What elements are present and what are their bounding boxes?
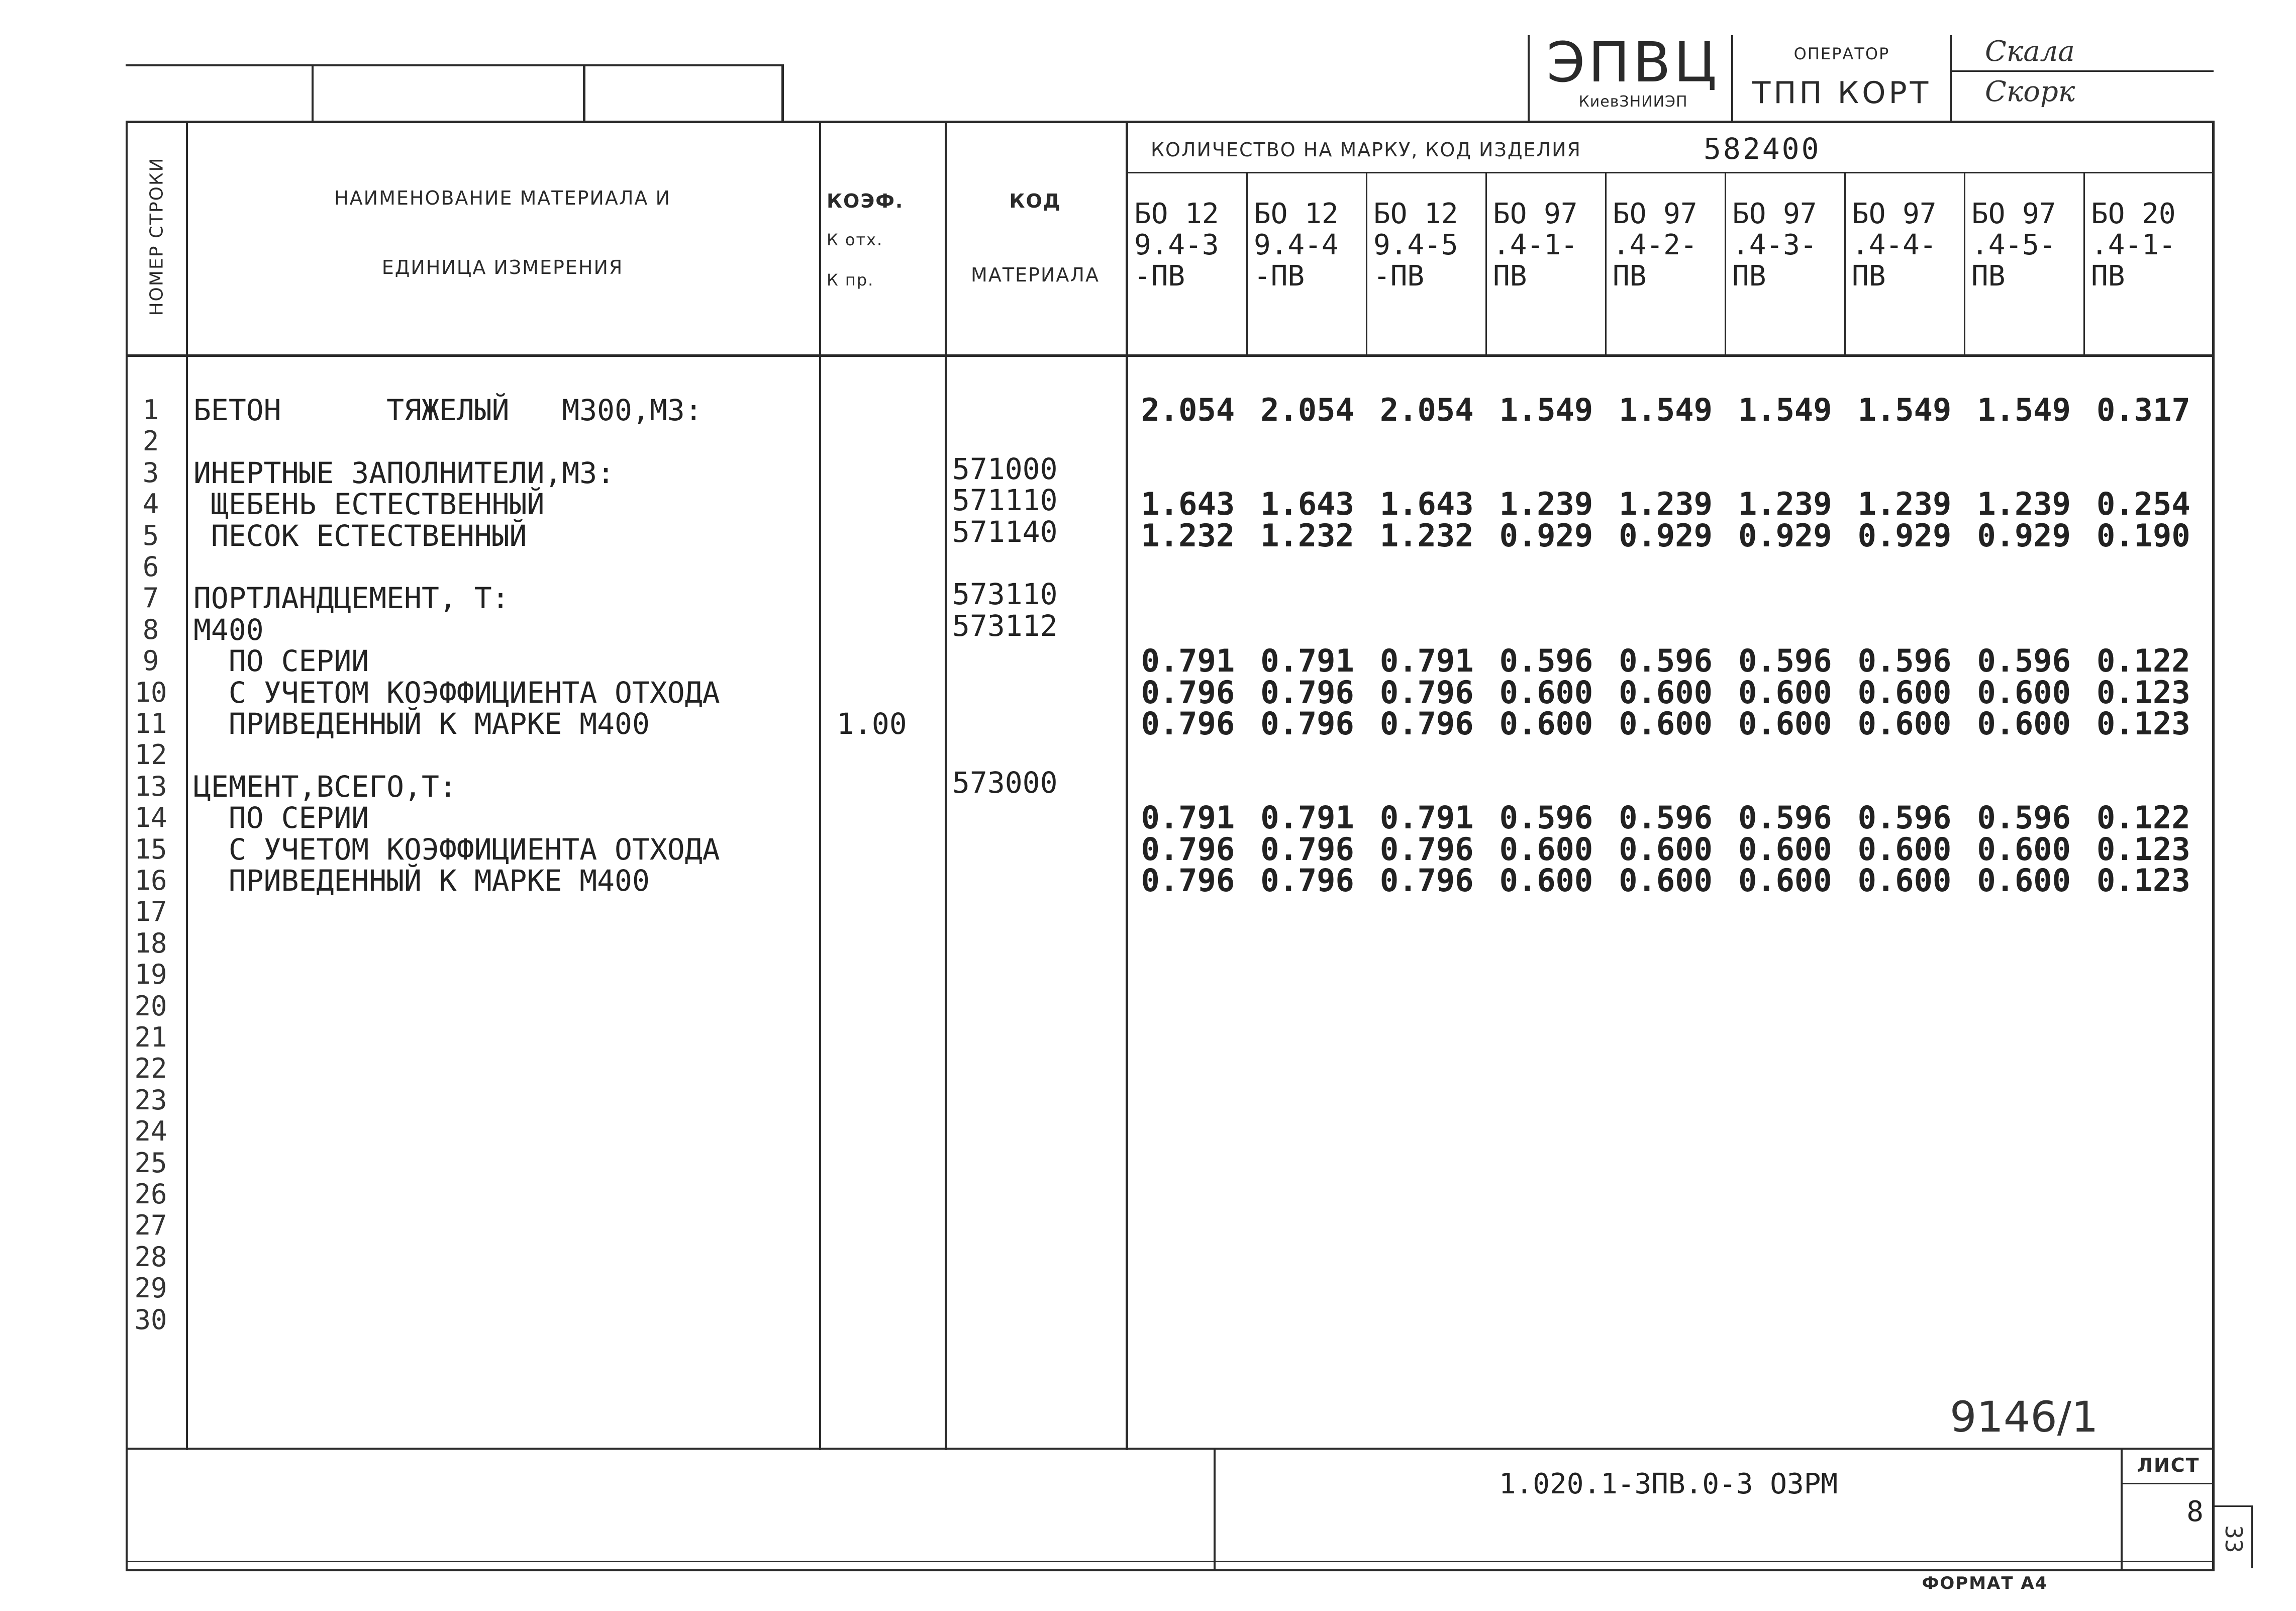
value-cell: 0.596 bbox=[1499, 642, 1593, 680]
value-cell: 0.596 bbox=[1977, 799, 2071, 836]
product-column-header: БО 12 9.4-5 -ПВ bbox=[1373, 198, 1458, 293]
document-code: 1.020.1-3ПВ.0-3 ОЗРМ bbox=[1499, 1468, 1838, 1500]
value-cell: 1.549 bbox=[1499, 392, 1593, 428]
material-code: 571110 bbox=[952, 483, 1058, 518]
row-number: 6 bbox=[142, 551, 159, 583]
row-number: 4 bbox=[142, 488, 159, 520]
value-cell: 0.123 bbox=[2097, 862, 2190, 899]
row-number: 27 bbox=[134, 1209, 167, 1242]
value-cell: 1.232 bbox=[1260, 517, 1354, 554]
value-cell: 0.600 bbox=[1499, 862, 1593, 899]
row-number: 3 bbox=[142, 456, 159, 489]
value-row bbox=[1128, 642, 2204, 680]
value-cell: 0.929 bbox=[1857, 517, 1952, 554]
material-code: 571000 bbox=[952, 451, 1058, 486]
value-cell: 0.796 bbox=[1141, 705, 1235, 742]
value-cell: 0.600 bbox=[1738, 830, 1832, 868]
value-cell: 0.600 bbox=[1977, 862, 2071, 899]
value-cell: 0.596 bbox=[1857, 799, 1952, 836]
value-cell: 0.796 bbox=[1260, 674, 1354, 711]
value-cell: 1.549 bbox=[1857, 392, 1952, 428]
value-row bbox=[1128, 705, 2204, 742]
value-row bbox=[1128, 862, 2204, 899]
stamp-org-sub: КиевЗНИИЭП bbox=[1578, 93, 1688, 111]
header-material-line2: ЕДИНИЦА ИЗМЕРЕНИЯ bbox=[381, 256, 624, 278]
row-number: 19 bbox=[134, 959, 167, 991]
value-cell: 1.643 bbox=[1260, 486, 1354, 523]
row-number: 29 bbox=[134, 1272, 167, 1304]
value-cell: 0.600 bbox=[1857, 705, 1952, 742]
value-cell: 0.317 bbox=[2097, 392, 2190, 428]
header-code-line2: МАТЕРИАЛА bbox=[971, 264, 1100, 286]
value-cell: 0.596 bbox=[1619, 642, 1713, 680]
value-cell: 0.190 bbox=[2097, 517, 2190, 554]
value-cell: 0.600 bbox=[1499, 705, 1593, 742]
product-column-header: БО 97 .4-2- ПВ bbox=[1613, 198, 1698, 293]
row-number: 21 bbox=[134, 1021, 167, 1053]
material-name: ПЕСОК ЕСТЕСТВЕННЫЙ bbox=[193, 518, 527, 553]
product-column-header: БО 97 .4-1- ПВ bbox=[1493, 198, 1578, 293]
value-cell: 0.791 bbox=[1141, 799, 1235, 836]
material-name: БЕТОН ТЯЖЕЛЫЙ М300,М3: bbox=[193, 393, 703, 427]
header-material-line1: НАИМЕНОВАНИЕ МАТЕРИАЛА И bbox=[334, 187, 671, 209]
material-name: ЩЕБЕНЬ ЕСТЕСТВЕННЫЙ bbox=[193, 487, 545, 522]
value-cell: 0.122 bbox=[2097, 799, 2190, 836]
header-coef-line2: К отх. bbox=[827, 230, 883, 249]
value-row bbox=[1128, 799, 2204, 836]
material-name: ПОРТЛАНДЦЕМЕНТ, Т: bbox=[193, 581, 510, 616]
value-cell: 1.643 bbox=[1379, 486, 1474, 523]
header-code-line1: КОД bbox=[1009, 190, 1061, 212]
value-cell: 0.600 bbox=[1857, 674, 1952, 711]
value-cell: 0.600 bbox=[1977, 830, 2071, 868]
value-cell: 0.123 bbox=[2097, 830, 2190, 868]
stamp-signature-bottom: Скорк bbox=[1985, 75, 2075, 108]
stamp-operator-label: ОПЕРАТОР bbox=[1793, 44, 1890, 63]
header-quantity-title: КОЛИЧЕСТВО НА МАРКУ, КОД ИЗДЕЛИЯ bbox=[1151, 139, 1581, 161]
value-cell: 0.796 bbox=[1141, 862, 1235, 899]
material-name: ИНЕРТНЫЕ ЗАПОЛНИТЕЛИ,М3: bbox=[193, 455, 615, 490]
value-cell: 0.600 bbox=[1619, 674, 1713, 711]
row-number: 25 bbox=[134, 1147, 167, 1179]
product-column-header: БО 97 .4-3- ПВ bbox=[1732, 198, 1817, 293]
row-number: 13 bbox=[134, 770, 167, 802]
row-number: 28 bbox=[134, 1241, 167, 1273]
row-number: 10 bbox=[134, 676, 167, 708]
value-cell: 1.239 bbox=[1619, 486, 1713, 523]
material-code: 573000 bbox=[952, 765, 1058, 800]
value-cell: 2.054 bbox=[1141, 392, 1235, 428]
value-cell: 1.549 bbox=[1977, 392, 2071, 428]
value-cell: 1.643 bbox=[1141, 486, 1235, 523]
row-number: 30 bbox=[134, 1303, 167, 1336]
material-name: С УЧЕТОМ КОЭФФИЦИЕНТА ОТХОДА bbox=[193, 832, 720, 867]
value-row bbox=[1128, 830, 2204, 868]
header-row-number: НОМЕР СТРОКИ bbox=[146, 157, 167, 316]
value-cell: 0.600 bbox=[1738, 862, 1832, 899]
value-cell: 0.600 bbox=[1738, 705, 1832, 742]
value-cell: 1.549 bbox=[1619, 392, 1713, 428]
value-cell: 0.796 bbox=[1260, 705, 1354, 742]
material-name: ЦЕМЕНТ,ВСЕГО,Т: bbox=[193, 769, 457, 804]
stamp-org-main: ЭПВЦ bbox=[1546, 30, 1720, 94]
value-cell: 0.600 bbox=[1499, 674, 1593, 711]
value-cell: 0.796 bbox=[1379, 830, 1474, 868]
value-cell: 1.549 bbox=[1738, 392, 1832, 428]
value-cell: 0.596 bbox=[1738, 799, 1832, 836]
value-cell: 0.796 bbox=[1379, 862, 1474, 899]
row-number: 16 bbox=[134, 865, 167, 896]
side-page-number: 33 bbox=[2220, 1525, 2247, 1553]
value-cell: 0.596 bbox=[1619, 799, 1713, 836]
value-cell: 0.791 bbox=[1260, 799, 1354, 836]
coefficient-value: 1.00 bbox=[837, 707, 907, 741]
value-cell: 0.796 bbox=[1260, 830, 1354, 868]
row-number: 7 bbox=[142, 582, 159, 614]
value-cell: 0.596 bbox=[1857, 642, 1952, 680]
header-coef-line3: К пр. bbox=[827, 270, 874, 290]
value-cell: 0.596 bbox=[1738, 642, 1832, 680]
material-name: ПРИВЕДЕННЫЙ К МАРКЕ М400 bbox=[193, 707, 650, 741]
product-column-header: БО 20 .4-1- ПВ bbox=[2091, 198, 2176, 293]
row-number: 14 bbox=[134, 802, 167, 834]
value-cell: 0.929 bbox=[1977, 517, 2071, 554]
row-number: 18 bbox=[134, 927, 167, 959]
row-number: 11 bbox=[134, 708, 167, 739]
row-number: 1 bbox=[142, 394, 159, 426]
material-code: 571140 bbox=[952, 514, 1058, 549]
value-cell: 0.123 bbox=[2097, 705, 2190, 742]
header-coef-line1: КОЭФ. bbox=[827, 190, 904, 212]
product-column-header: БО 12 9.4-3 -ПВ bbox=[1134, 198, 1219, 293]
value-cell: 0.796 bbox=[1141, 830, 1235, 868]
value-cell: 0.600 bbox=[1977, 674, 2071, 711]
value-cell: 0.791 bbox=[1260, 642, 1354, 680]
value-cell: 0.929 bbox=[1619, 517, 1713, 554]
value-cell: 0.791 bbox=[1379, 642, 1474, 680]
row-number: 26 bbox=[134, 1178, 167, 1210]
row-number: 15 bbox=[134, 833, 167, 865]
value-cell: 0.600 bbox=[1619, 705, 1713, 742]
material-name: С УЧЕТОМ КОЭФФИЦИЕНТА ОТХОДА bbox=[193, 675, 720, 710]
material-name: М400 bbox=[193, 612, 264, 647]
value-cell: 0.600 bbox=[1857, 830, 1952, 868]
material-code: 573112 bbox=[952, 608, 1058, 643]
value-cell: 2.054 bbox=[1379, 392, 1474, 428]
value-cell: 1.239 bbox=[1499, 486, 1593, 523]
header-product-code: 582400 bbox=[1704, 132, 1821, 166]
value-cell: 0.596 bbox=[1499, 799, 1593, 836]
value-cell: 1.232 bbox=[1379, 517, 1474, 554]
row-number: 20 bbox=[134, 990, 167, 1022]
value-cell: 0.796 bbox=[1379, 674, 1474, 711]
value-cell: 0.596 bbox=[1977, 642, 2071, 680]
format-label: ФОРМАТ А4 bbox=[1922, 1573, 2048, 1593]
value-cell: 0.791 bbox=[1141, 642, 1235, 680]
row-number: 2 bbox=[142, 425, 159, 457]
value-row bbox=[1128, 486, 2204, 523]
value-cell: 1.239 bbox=[1857, 486, 1952, 523]
material-name: ПО СЕРИИ bbox=[193, 801, 369, 835]
value-cell: 0.254 bbox=[2097, 486, 2190, 523]
product-column-header: БО 97 .4-4- ПВ bbox=[1852, 198, 1937, 293]
value-cell: 0.796 bbox=[1379, 705, 1474, 742]
row-number: 9 bbox=[142, 645, 159, 677]
value-cell: 2.054 bbox=[1260, 392, 1354, 428]
material-name: ПРИВЕДЕННЫЙ К МАРКЕ М400 bbox=[193, 864, 650, 898]
material-name: ПО СЕРИИ bbox=[193, 644, 369, 679]
sheet-number: 8 bbox=[2186, 1495, 2204, 1528]
row-number: 17 bbox=[134, 896, 167, 928]
stamp-operator-value: ТПП КОРТ bbox=[1752, 75, 1932, 111]
value-cell: 0.791 bbox=[1379, 799, 1474, 836]
value-cell: 0.600 bbox=[1977, 705, 2071, 742]
value-cell: 0.600 bbox=[1619, 862, 1713, 899]
sheet-label: ЛИСТ bbox=[2137, 1454, 2200, 1476]
value-cell: 1.239 bbox=[1738, 486, 1832, 523]
value-cell: 0.796 bbox=[1260, 862, 1354, 899]
value-cell: 1.239 bbox=[1977, 486, 2071, 523]
value-cell: 0.600 bbox=[1619, 830, 1713, 868]
row-number: 8 bbox=[142, 613, 159, 645]
value-cell: 0.600 bbox=[1857, 862, 1952, 899]
row-number: 22 bbox=[134, 1053, 167, 1085]
row-number: 5 bbox=[142, 519, 159, 551]
value-cell: 0.929 bbox=[1738, 517, 1832, 554]
value-cell: 0.122 bbox=[2097, 642, 2190, 680]
value-row bbox=[1128, 392, 2204, 428]
stamp-signature-top: Скала bbox=[1985, 35, 2075, 68]
value-row bbox=[1128, 674, 2204, 711]
value-cell: 0.796 bbox=[1141, 674, 1235, 711]
material-code: 573110 bbox=[952, 577, 1058, 612]
value-cell: 0.600 bbox=[1738, 674, 1832, 711]
row-number: 12 bbox=[134, 739, 167, 771]
product-column-header: БО 97 .4-5- ПВ bbox=[1971, 198, 2056, 293]
row-number: 23 bbox=[134, 1084, 167, 1116]
value-row bbox=[1128, 517, 2204, 554]
value-cell: 0.600 bbox=[1499, 830, 1593, 868]
row-number: 24 bbox=[134, 1115, 167, 1148]
handwritten-number: 9146/1 bbox=[1950, 1392, 2099, 1442]
product-column-header: БО 12 9.4-4 -ПВ bbox=[1254, 198, 1339, 293]
value-cell: 1.232 bbox=[1141, 517, 1235, 554]
value-cell: 0.929 bbox=[1499, 517, 1593, 554]
value-cell: 0.123 bbox=[2097, 674, 2190, 711]
